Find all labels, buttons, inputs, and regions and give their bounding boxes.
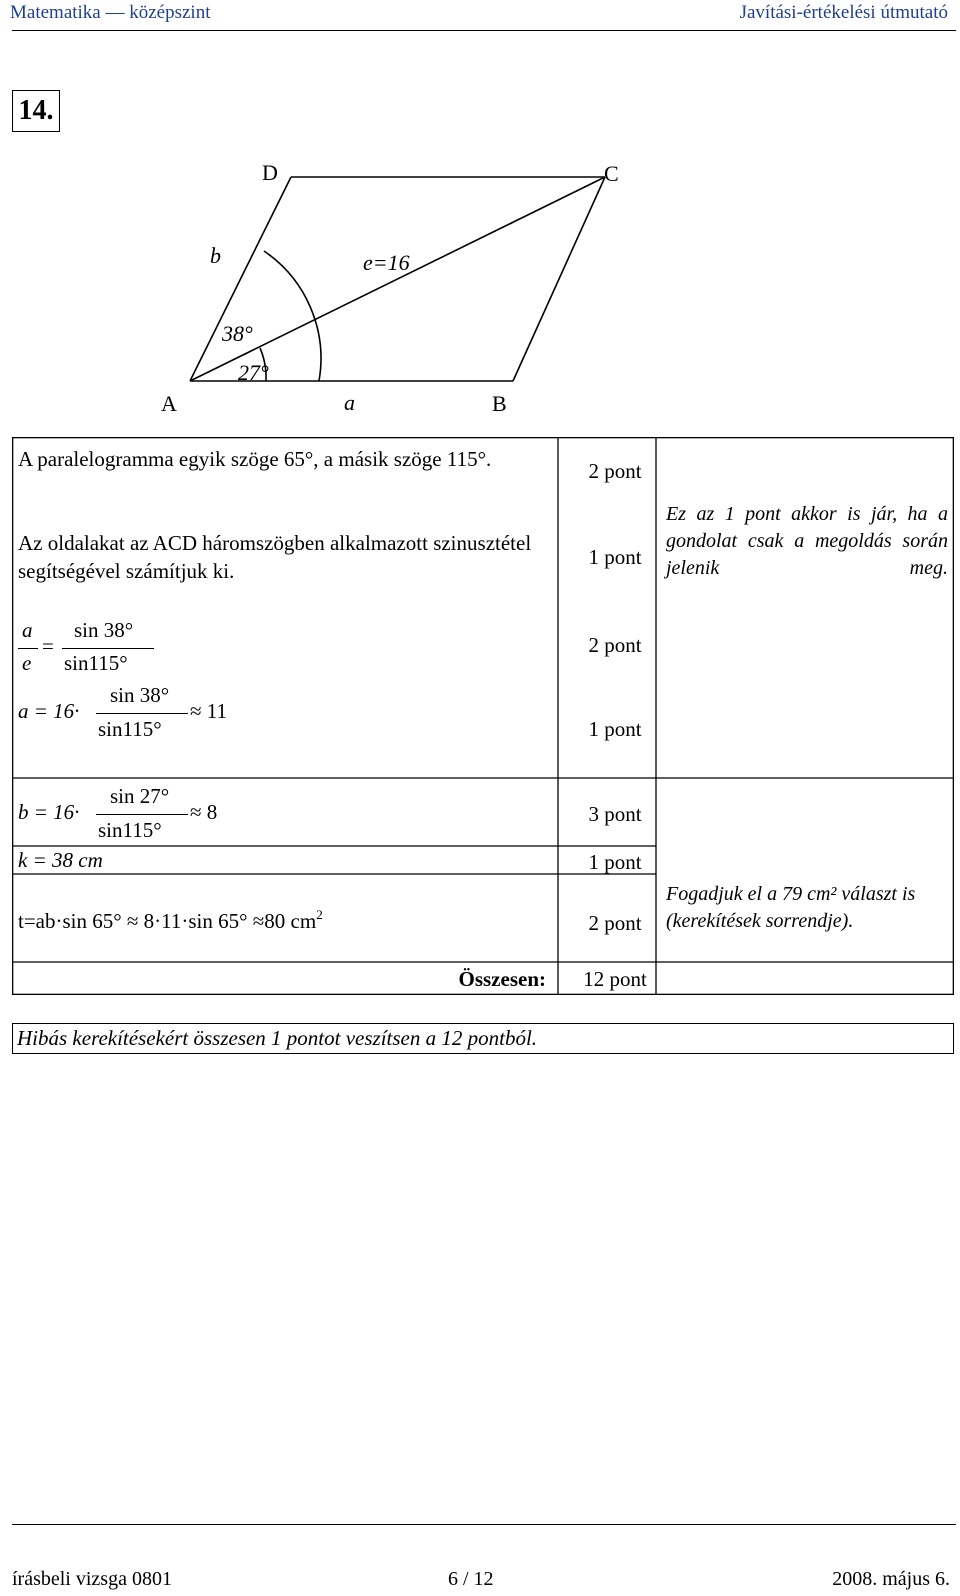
- footer-page-number: 6 / 12: [448, 1568, 494, 1590]
- a-formula-denominator: sin115°: [98, 717, 162, 741]
- vertex-c-label: C: [604, 161, 619, 186]
- b-result-points: 3 pont: [588, 802, 642, 826]
- side-a-label: a: [344, 390, 355, 415]
- ratio-rhs-denominator: sin115°: [64, 651, 128, 675]
- angle-27-label: 27°: [238, 360, 269, 385]
- vertex-d-label: D: [262, 160, 278, 185]
- ratio-equals: =: [42, 634, 54, 658]
- vertex-a-label: A: [161, 391, 177, 416]
- side-b-label: b: [210, 243, 221, 268]
- header-subject: Matematika — középszint: [10, 2, 211, 23]
- side-ad-line: [190, 177, 291, 381]
- b-formula-numerator: sin 27°: [110, 784, 170, 808]
- ratio-points: 2 pont: [588, 633, 642, 657]
- perimeter-points: 1 pont: [588, 850, 642, 874]
- problem-number: 14.: [12, 90, 60, 132]
- b-formula-bar: [96, 814, 188, 815]
- header-guide-title: Javítási-értékelési útmutató: [739, 2, 948, 23]
- diagonal-ac-line: [190, 177, 605, 381]
- footer-divider: [12, 1524, 956, 1525]
- a-result-points: 1 pont: [588, 717, 642, 741]
- angle-arc-outer: [264, 251, 321, 381]
- area-formula-text: t=ab·sin 65° ≈ 8·11·sin 65° ≈80 cm: [18, 909, 317, 933]
- a-formula-bar: [96, 713, 188, 714]
- ratio-lhs-numerator: a: [22, 618, 33, 642]
- area-exponent: 2: [316, 907, 323, 922]
- footer-exam-code: írásbeli vizsga 0801: [12, 1568, 172, 1590]
- method-remark: Ez az 1 pont akkor is jár, ha a gondolat csak a megoldás során jelenik meg.: [666, 503, 948, 579]
- a-formula-lhs: a = 16·: [18, 699, 80, 723]
- vertex-b-label: B: [492, 391, 507, 416]
- rounding-note: Hibás kerekítésekért összesen 1 pontot veszítsen a 12 pontból.: [12, 1023, 954, 1054]
- a-formula-result: ≈ 11: [190, 699, 227, 723]
- ratio-lhs-denominator: e: [22, 651, 32, 675]
- ratio-rhs-numerator: sin 38°: [74, 618, 134, 642]
- solution-table: [12, 437, 954, 995]
- area-formula: [18, 909, 323, 934]
- ratio-rhs-bar: [62, 648, 154, 649]
- a-formula-numerator: sin 38°: [110, 683, 170, 707]
- method-points: 1 pont: [588, 545, 642, 569]
- method-text: Az oldalakat az ACD háromszögben alkalmazott szinusztétel segítségével számítjuk ki.: [18, 531, 532, 583]
- b-formula-result: ≈ 8: [190, 800, 218, 824]
- b-formula-denominator: sin115°: [98, 818, 162, 842]
- side-bc-line: [513, 177, 605, 381]
- total-points: 12 pont: [583, 967, 647, 991]
- total-label: Összesen:: [458, 967, 546, 991]
- perimeter-formula: k = 38 cm: [18, 848, 103, 872]
- diagonal-label: e=16: [363, 250, 410, 275]
- header-divider: [12, 30, 956, 31]
- b-formula-lhs: b = 16·: [18, 800, 80, 824]
- parallelogram-figure: [0, 140, 960, 430]
- intro-text: A paralelogramma egyik szöge 65°, a másik szöge 115°.: [18, 447, 492, 471]
- area-points: 2 pont: [588, 911, 642, 935]
- area-remark: Fogadjuk el a 79 cm² választ is (kerekítések sorrendje).: [666, 883, 916, 932]
- ratio-lhs-bar: [18, 648, 38, 649]
- footer-date: 2008. május 6.: [832, 1568, 950, 1590]
- angle-38-label: 38°: [222, 321, 253, 346]
- intro-points: 2 pont: [588, 459, 642, 483]
